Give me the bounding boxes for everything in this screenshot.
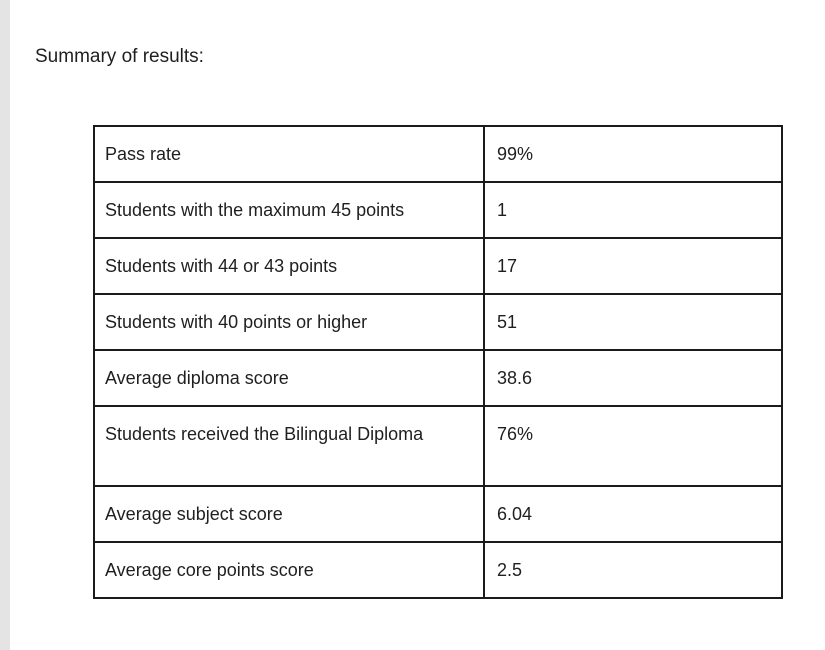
- page-left-edge: [0, 0, 10, 650]
- row-label: Average subject score: [94, 486, 484, 542]
- row-label: Students with the maximum 45 points: [94, 182, 484, 238]
- row-label: Students with 40 points or higher: [94, 294, 484, 350]
- row-label: Students with 44 or 43 points: [94, 238, 484, 294]
- row-value: 51: [484, 294, 782, 350]
- table-row: [94, 238, 782, 294]
- row-value: 38.6: [484, 350, 782, 406]
- row-value: 17: [484, 238, 782, 294]
- table-row: [94, 486, 782, 542]
- row-label: Students received the Bilingual Diploma: [94, 406, 484, 486]
- summary-heading: Summary of results:: [35, 46, 204, 67]
- row-label: Average core points score: [94, 542, 484, 598]
- table-row: [94, 350, 782, 406]
- row-label: Pass rate: [94, 126, 484, 182]
- table-row: [94, 406, 782, 486]
- row-value: 76%: [484, 406, 782, 486]
- results-table: [93, 125, 783, 599]
- row-value: 2.5: [484, 542, 782, 598]
- table-row: [94, 542, 782, 598]
- row-value: 6.04: [484, 486, 782, 542]
- table-row: [94, 294, 782, 350]
- row-value: 1: [484, 182, 782, 238]
- table-row: [94, 182, 782, 238]
- row-label: Average diploma score: [94, 350, 484, 406]
- table-row: [94, 126, 782, 182]
- row-value: 99%: [484, 126, 782, 182]
